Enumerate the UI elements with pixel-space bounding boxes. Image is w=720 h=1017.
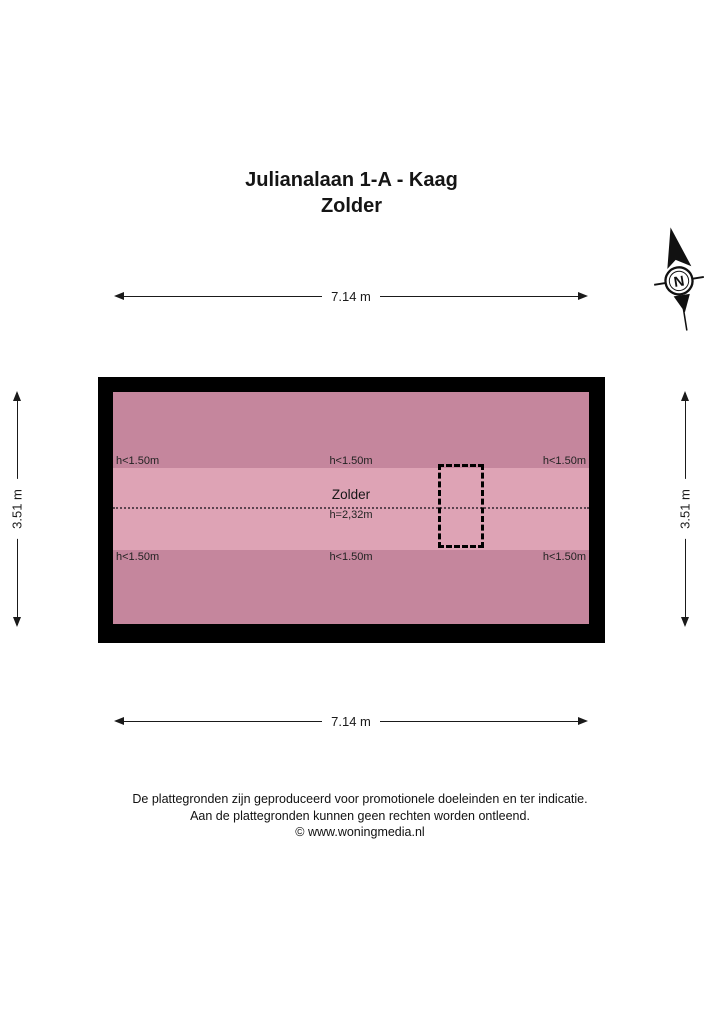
compass-north-needle bbox=[661, 225, 691, 270]
page-title bbox=[98, 167, 605, 219]
stair-opening-dashed-outline bbox=[438, 464, 484, 548]
disclaimer bbox=[0, 791, 720, 841]
dimension-right bbox=[677, 391, 693, 627]
dimension-top bbox=[114, 288, 588, 304]
room-zolder bbox=[98, 377, 605, 643]
low-height-label-bottom-right: h<1.50m bbox=[542, 551, 586, 563]
arrow-left-icon bbox=[114, 717, 124, 725]
dimension-top-label: 7.14 m bbox=[331, 288, 371, 304]
arrow-left-icon bbox=[114, 292, 124, 300]
low-height-label-top-center: h<1.50m bbox=[329, 455, 373, 467]
disclaimer-line1: De plattegronden zijn geproduceerd voor promotionele doeleinden en ter indicatie. bbox=[132, 792, 588, 806]
dimension-left bbox=[9, 391, 25, 627]
dimension-right-label: 3.51 m bbox=[678, 479, 693, 539]
arrow-right-icon bbox=[578, 717, 588, 725]
disclaimer-copyright: © www.woningmedia.nl bbox=[295, 825, 425, 839]
dimension-line bbox=[124, 721, 322, 722]
low-height-label-top-right: h<1.50m bbox=[542, 455, 586, 467]
dimension-left-label: 3.51 m bbox=[10, 479, 25, 539]
low-height-label-top-left: h<1.50m bbox=[116, 455, 160, 467]
dimension-line bbox=[380, 296, 578, 297]
dimension-bottom bbox=[114, 713, 588, 729]
room-name-label: Zolder bbox=[331, 487, 371, 502]
dimension-line bbox=[380, 721, 578, 722]
arrow-down-icon bbox=[681, 617, 689, 627]
arrow-right-icon bbox=[578, 292, 588, 300]
arrow-down-icon bbox=[13, 617, 21, 627]
room-floor bbox=[113, 392, 589, 624]
disclaimer-line2: Aan de plattegronden kunnen geen rechten worden ontleend. bbox=[190, 808, 530, 823]
title-address: Julianalaan 1-A - Kaag bbox=[245, 169, 458, 191]
dimension-bottom-label: 7.14 m bbox=[331, 713, 371, 729]
compass-north-label: N bbox=[672, 273, 686, 291]
room-ceiling-height-label: h=2,32m bbox=[329, 509, 373, 521]
compass-north-icon bbox=[638, 220, 720, 336]
title-floor: Zolder bbox=[320, 195, 383, 217]
low-height-label-bottom-center: h<1.50m bbox=[329, 551, 373, 563]
dimension-line bbox=[124, 296, 322, 297]
low-height-label-bottom-left: h<1.50m bbox=[116, 551, 160, 563]
